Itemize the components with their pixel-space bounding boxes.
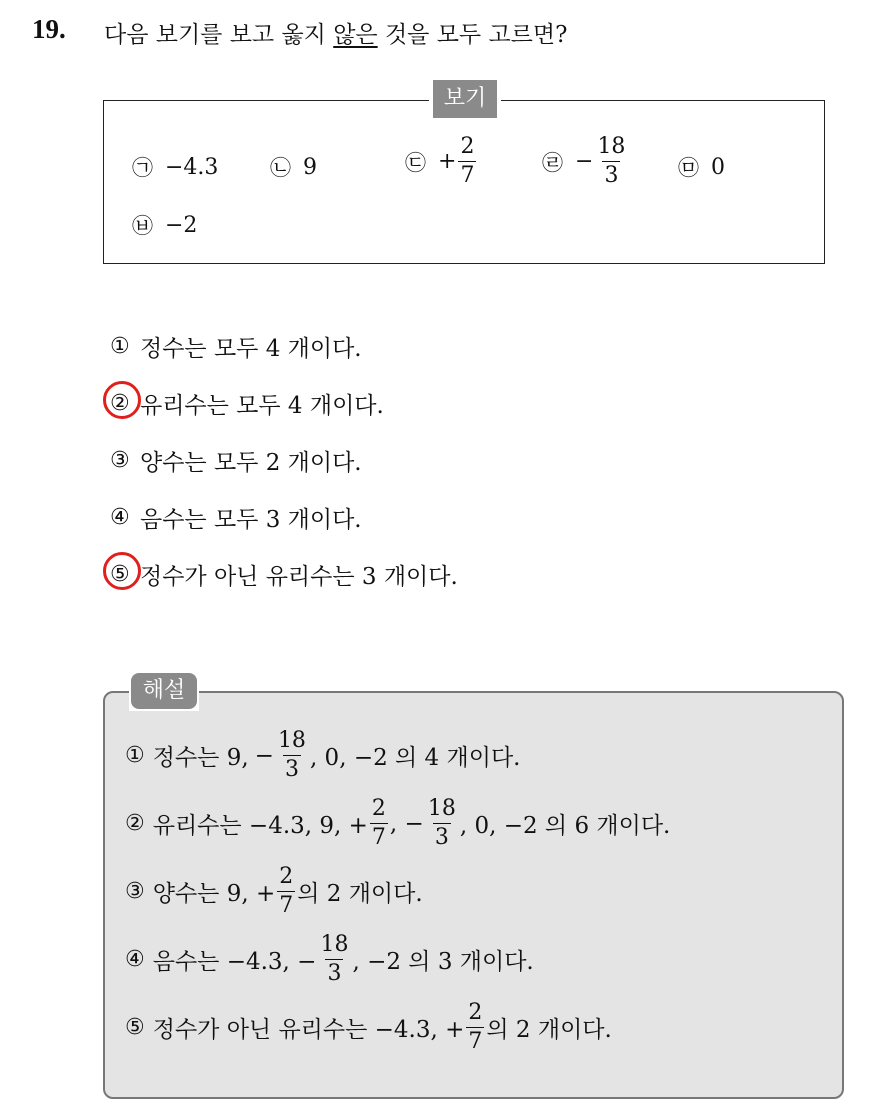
question-text-after: 것을 모두 고르면?: [377, 22, 568, 48]
fraction-numerator: 18: [277, 728, 306, 753]
choice-4[interactable]: [110, 501, 362, 534]
option-sign: +: [438, 149, 457, 174]
fraction-denominator: 7: [279, 893, 294, 918]
solution-text: 음수는 −4.3, −: [152, 949, 317, 975]
option-mark: ㉡: [270, 156, 291, 180]
option-value: 9: [303, 154, 317, 180]
fraction-numerator: 18: [320, 932, 349, 957]
fraction-numerator: 2: [468, 1000, 483, 1025]
fraction: [370, 798, 388, 849]
question-text: [104, 16, 567, 49]
solution-text: , 0, −2 의 4 개이다.: [309, 745, 521, 771]
bogi-title-label: 보기: [433, 80, 497, 118]
solution-text: 유리수는 −4.3, 9, +: [152, 813, 368, 839]
fraction-denominator: 3: [284, 757, 299, 782]
solution-line-5: [125, 1002, 612, 1053]
bogi-option-3: [405, 136, 478, 187]
option-mark: ㉢: [405, 150, 426, 175]
fraction-numerator: 2: [460, 134, 475, 159]
solution-text: , −: [389, 810, 424, 837]
fraction-numerator: 2: [371, 796, 386, 821]
fraction: [276, 730, 308, 781]
option-mark: ㉣: [542, 150, 563, 175]
fraction: [458, 136, 476, 187]
choice-mark: ②: [110, 391, 130, 416]
bogi-option-6: [132, 210, 197, 240]
fraction-numerator: 18: [597, 134, 626, 159]
option-sign: −: [575, 149, 594, 174]
option-value: 0: [711, 154, 725, 180]
solution-line-4: [125, 934, 534, 985]
solution-text: 의 2 개이다.: [297, 881, 423, 907]
choice-text: 양수는 모두 2 개이다.: [140, 450, 362, 476]
solution-sign: −: [254, 742, 274, 769]
solution-line-1: [125, 730, 520, 781]
fraction: [466, 1002, 484, 1053]
fraction-denominator: 3: [604, 163, 619, 188]
bogi-option-4: [542, 136, 629, 187]
choice-text: 유리수는 모두 4 개이다.: [140, 393, 384, 419]
option-mark: ㉥: [132, 214, 153, 238]
fraction: [277, 866, 295, 917]
option-mark: ㉠: [132, 156, 153, 180]
fraction-denominator: 7: [371, 825, 386, 850]
choice-mark: ①: [110, 334, 130, 359]
solution-text: , 0, −2 의 6 개이다.: [459, 813, 671, 839]
solution-line-3: [125, 866, 423, 917]
option-value: −2: [165, 212, 198, 238]
solution-mark: ④: [125, 947, 145, 972]
solution-text: 의 2 개이다.: [486, 1017, 612, 1043]
choice-5[interactable]: [110, 558, 458, 591]
bogi-title: [429, 80, 501, 120]
bogi-option-1: [132, 152, 218, 182]
fraction: [426, 798, 458, 849]
choice-mark: ⑤: [110, 562, 130, 587]
solution-mark: ③: [125, 879, 145, 904]
fraction-denominator: 7: [460, 163, 475, 188]
fraction-denominator: 3: [434, 825, 449, 850]
option-mark: ㉤: [678, 156, 699, 180]
solution-line-2: [125, 798, 670, 849]
fraction-denominator: 7: [468, 1029, 483, 1054]
choice-text: 정수가 아닌 유리수는 3 개이다.: [140, 564, 458, 590]
choice-2[interactable]: [110, 387, 384, 420]
choice-mark: ④: [110, 505, 130, 530]
choice-mark: ③: [110, 448, 130, 473]
choice-text: 음수는 모두 3 개이다.: [140, 507, 362, 533]
question-number: 19.: [32, 14, 66, 44]
question-text-underlined: 않은: [333, 22, 378, 48]
choice-1[interactable]: [110, 330, 362, 363]
solution-text: 양수는 9, +: [152, 881, 276, 907]
solution-mark: ①: [125, 743, 145, 768]
solution-title: [129, 671, 199, 711]
question-text-before: 다음 보기를 보고 옳지: [104, 22, 334, 48]
solution-mark: ⑤: [125, 1015, 145, 1040]
bogi-option-2: [270, 152, 317, 182]
bogi-option-5: [678, 152, 725, 182]
solution-text: 정수는 9,: [152, 745, 249, 771]
fraction-numerator: 18: [427, 796, 456, 821]
solution-mark: ②: [125, 811, 145, 836]
choice-text: 정수는 모두 4 개이다.: [140, 336, 362, 362]
fraction: [595, 136, 627, 187]
fraction-denominator: 3: [327, 961, 342, 986]
option-value: −4.3: [165, 154, 219, 180]
solution-text: 정수가 아닌 유리수는 −4.3, +: [152, 1017, 465, 1043]
fraction-numerator: 2: [279, 864, 294, 889]
solution-text: , −2 의 3 개이다.: [352, 949, 534, 975]
fraction: [318, 934, 350, 985]
choice-3[interactable]: [110, 444, 362, 477]
solution-title-label: 해설: [131, 673, 197, 709]
